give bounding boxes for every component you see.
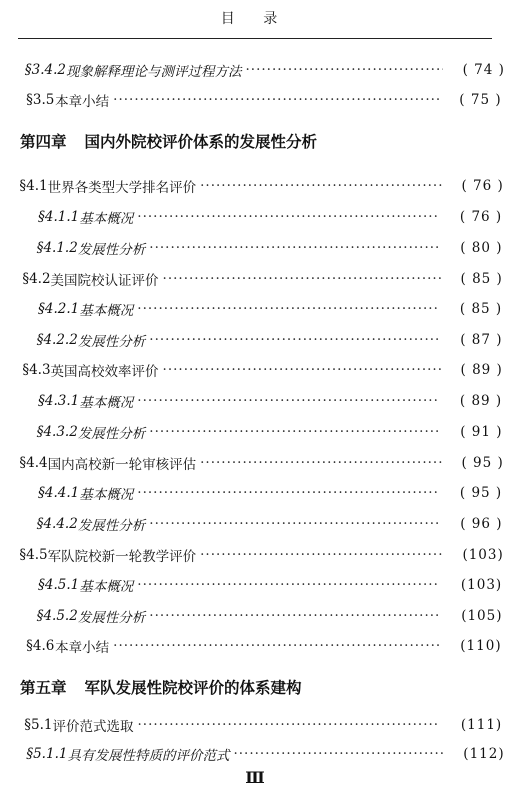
- toc-entry[interactable]: [0, 451, 510, 475]
- toc-entry-number: §4.5.2: [36, 608, 78, 624]
- toc-entry[interactable]: [0, 543, 510, 567]
- toc-entry-title: 美国院校认证评价: [50, 273, 159, 289]
- chapter-heading[interactable]: [20, 128, 317, 156]
- toc-entry-page: ( 75 ): [459, 92, 502, 108]
- dot-leader: [233, 742, 442, 766]
- toc-entry-page: ( 96 ): [460, 516, 503, 532]
- toc-entry-number: §4.4.2: [36, 516, 78, 532]
- toc-entry[interactable]: [0, 328, 510, 352]
- dot-leader: [245, 58, 442, 82]
- toc-entry-number: §4.1.1: [38, 209, 80, 225]
- toc-entry-title: 基本概况: [79, 303, 134, 319]
- toc-entry-number: §4.1.2: [36, 240, 78, 256]
- toc-entry-number: §4.3: [22, 362, 51, 378]
- toc-entry-number: §4.1: [19, 178, 48, 194]
- toc-entry-number: §4.3.1: [38, 393, 80, 409]
- toc-entry[interactable]: [0, 634, 510, 658]
- toc-entry[interactable]: [0, 604, 510, 628]
- dot-leader: [113, 634, 439, 658]
- toc-entry[interactable]: [0, 420, 510, 444]
- toc-entry-number: §5.1.1: [26, 746, 68, 762]
- chapter-number: 第五章: [20, 679, 67, 697]
- dot-leader: [113, 88, 439, 112]
- toc-entry-title: 具有发展性特质的评价范式: [67, 748, 230, 764]
- chapter-title: 国内外院校评价体系的发展性分析: [84, 133, 318, 151]
- toc-entry-page: ( 95 ): [459, 485, 503, 501]
- toc-entry[interactable]: [0, 88, 510, 112]
- chapter-number: 第四章: [20, 133, 67, 151]
- toc-entry-page: ( 76 ): [459, 209, 503, 225]
- dot-leader: [149, 604, 440, 628]
- toc-entry[interactable]: [0, 58, 510, 82]
- toc-entry-page: (103): [460, 577, 503, 593]
- toc-entry-title: 发展性分析: [77, 518, 146, 534]
- toc-entry-number: §5.1: [24, 717, 53, 733]
- toc-entry-title: 发展性分析: [77, 426, 146, 442]
- toc-entry[interactable]: [0, 389, 510, 413]
- dot-leader: [163, 267, 441, 291]
- toc-entry-title: 世界各类型大学排名评价: [47, 180, 197, 196]
- toc-entry-number: §4.2: [22, 271, 51, 287]
- toc-entry-page: ( 80 ): [460, 240, 503, 256]
- dot-leader: [137, 481, 440, 505]
- toc-entry-title: 发展性分析: [77, 242, 146, 258]
- dot-leader: [200, 451, 442, 475]
- chapter-title: 军队发展性院校评价的体系建构: [84, 679, 302, 697]
- toc-entry-title: 本章小结: [55, 640, 110, 656]
- toc-entry-number: §3.4.2: [24, 62, 66, 78]
- toc-entry-page: ( 95 ): [461, 455, 504, 471]
- dot-leader: [149, 512, 440, 536]
- toc-entry-number: §4.3.2: [36, 424, 78, 440]
- toc-entry-page: (103): [462, 547, 504, 563]
- toc-entry-number: §4.4.1: [38, 485, 80, 501]
- toc-entry-page: ( 89 ): [459, 393, 503, 409]
- dot-leader: [200, 174, 442, 198]
- toc-entry[interactable]: [0, 481, 510, 505]
- toc-entry-page: ( 74 ): [462, 62, 505, 78]
- toc-entry-page: (110): [460, 638, 502, 654]
- toc-entry[interactable]: [0, 512, 510, 536]
- toc-entry[interactable]: [0, 174, 510, 198]
- toc-entry-page: ( 85 ): [459, 301, 503, 317]
- toc-entry-page: ( 85 ): [460, 271, 503, 287]
- dot-leader: [137, 297, 440, 321]
- toc-entry[interactable]: [0, 205, 510, 229]
- toc-entry-page: (105): [461, 608, 503, 624]
- toc-entry-number: §4.4: [19, 455, 48, 471]
- toc-entry-title: 英国高校效率评价: [50, 364, 159, 380]
- toc-entry-page: ( 76 ): [461, 178, 504, 194]
- toc-entry-title: 军队院校新一轮教学评价: [47, 549, 197, 565]
- dot-leader: [137, 205, 440, 229]
- dot-leader: [137, 573, 440, 597]
- toc-entry-number: §4.2.1: [38, 301, 80, 317]
- toc-entry-number: §4.5.1: [38, 577, 80, 593]
- toc-entry-number: §3.5: [26, 92, 55, 108]
- dot-leader: [138, 713, 441, 737]
- toc-entry[interactable]: [0, 267, 510, 291]
- toc-entry[interactable]: [0, 297, 510, 321]
- toc-entry-number: §4.6: [26, 638, 55, 654]
- toc-entry-title: 本章小结: [55, 94, 110, 110]
- toc-entry[interactable]: [0, 573, 510, 597]
- dot-leader: [149, 328, 440, 352]
- toc-entry-number: §4.2.2: [36, 332, 78, 348]
- header-rule: [18, 38, 492, 39]
- toc-entry-title: 发展性分析: [77, 610, 146, 626]
- toc-entry-page: ( 89 ): [460, 362, 503, 378]
- toc-entry-title: 发展性分析: [77, 334, 146, 350]
- toc-entry-title: 基本概况: [79, 579, 134, 595]
- dot-leader: [149, 236, 440, 260]
- toc-entry-title: 国内高校新一轮审核评估: [47, 457, 197, 473]
- dot-leader: [149, 420, 440, 444]
- toc-entry-page: (111): [460, 717, 503, 733]
- page-number: Ⅲ: [245, 768, 265, 787]
- chapter-heading[interactable]: [20, 674, 302, 702]
- toc-entry-title: 基本概况: [79, 211, 134, 227]
- toc-entry[interactable]: [0, 358, 510, 382]
- dot-leader: [137, 389, 440, 413]
- toc-entry-page: ( 87 ): [460, 332, 503, 348]
- toc-entry[interactable]: [0, 742, 510, 766]
- dot-leader: [163, 358, 441, 382]
- toc-entry-title: 基本概况: [79, 487, 134, 503]
- toc-entry[interactable]: [0, 713, 510, 737]
- page-header: 目 录: [220, 11, 290, 27]
- toc-entry-title: 现象解释理论与测评过程方法: [65, 64, 242, 80]
- toc-entry-number: §4.5: [19, 547, 48, 563]
- toc-entry-page: (112): [463, 746, 505, 762]
- toc-entry-title: 基本概况: [79, 395, 134, 411]
- toc-entry-title: 评价范式选取: [52, 719, 134, 735]
- dot-leader: [200, 543, 442, 567]
- toc-entry-page: ( 91 ): [460, 424, 503, 440]
- toc-entry[interactable]: [0, 236, 510, 260]
